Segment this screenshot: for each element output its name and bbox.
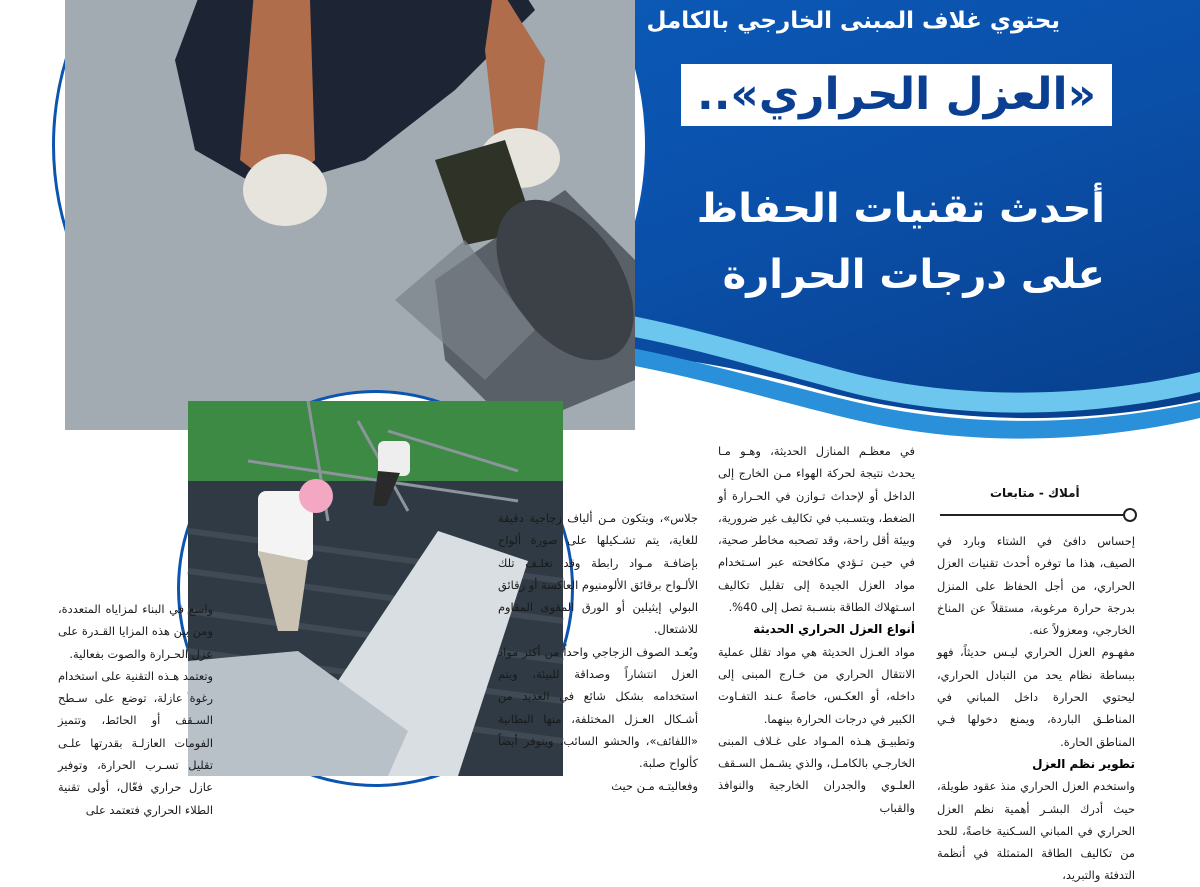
text-column-2	[718, 440, 915, 819]
byline-rule-dot-icon	[1123, 508, 1137, 522]
column-paragraph: جلاس»، ويتكون مـن ألياف زجاجية دقيقة للغاية، يتم تشـكيلها على صورة ألواح بإضافـة مـواد رابطة وقد تغلـف تلك الألـواح برقائق الألومنيوم العاكسة أو رقائق البولي إيثيلين أو الورق المقوى المقاوم للاشتعال.	[498, 511, 698, 637]
article-title: «العزل الحراري»..	[696, 69, 1096, 120]
column-paragraph: واستخدم العزل الحراري منذ عقود طويلة، حيث أدرك البشـر أهمية نظم العزل الحراري في المباني السـكنية خاصةً، للحد من تكاليف الطاقة المتمثلة في أنظمة التدفئة والتبريد،	[937, 779, 1135, 883]
byline-rule	[940, 514, 1130, 516]
column-paragraph: واسع في البناء لمزاياه المتعددة، ومن بين هذه المزايا القـدرة على عزل الحـرارة والصوت بفعالية.	[58, 602, 213, 661]
column-paragraph: وتعتمد هـذه التقنية على استخدام رغوة عازلة، توضع على سـطح السـقف أو الحائط، وتتميز الفومات العازلـة بقدرتها علـى تقليل تسـرب الحرارة، وتوفير عازل حراري فعّال، أولى تقنية الطلاء الحراري فتعتمد على	[58, 668, 213, 817]
column-paragraph: في معظـم المنازل الحديثة، وهـو مـا يحدث نتيجة لحركة الهواء مـن الخارج إلى الداخل أو لإحداث تـوازن في الحـرارة أو الضغط، ويتسـبب في تكاليف غير ضرورية، وبيئة أقل راحة، وقد تصحبه مخاطر صحية، في حيـن تـؤدي مكافحته عبر اسـتخدام مواد العزل الجيدة إلى تقليل تكاليف اسـتهلاك الطاقة بنسـبة تصل إلى 40%.	[718, 444, 915, 615]
column-paragraph: وتطبيـق هـذه المـواد على غـلاف المبنى الخارجـي بالكامـل، والذي يشـمل السـقف العلـوي والجدران الخارجية والنوافذ والقباب	[718, 733, 915, 815]
text-column-3	[498, 507, 698, 797]
text-column-1	[937, 530, 1135, 887]
column-paragraph: إحساس دافئ في الشتاء وبارد في الصيف، هذا ما توفره أحدث تقنيات العزل الحراري، من أجل الحفاظ على المنزل بدرجة حرارة مرغوبة، مستقلاً عن المناخ الخارجي، ومعزولاً عنه.	[937, 534, 1135, 638]
column-paragraph: مفهـوم العزل الحراري ليـس حديثاً، فهو ببساطة نظام يحد من التبادل الحراري، ليحتوي الحرارة داخل المباني في المناطـق الباردة، ويمنع دخولها فـي المناطق الحارة.	[937, 645, 1135, 749]
main-title-box	[681, 64, 1112, 126]
text-column-4	[58, 598, 213, 821]
article-kicker: يحتوي غلاف المبنى الخارجي بالكامل	[646, 8, 1060, 34]
column-paragraph: وفعاليتـه مـن حيث	[611, 778, 698, 793]
byline: أملاك - متابعات	[990, 486, 1080, 500]
worker-rolling-insulation-photo	[55, 0, 645, 440]
section-heading: تطوير نظم العزل	[1032, 756, 1135, 771]
article-subtitle: أحدث تقنيات الحفاظ على درجات الحرارة	[696, 186, 1105, 298]
section-heading: أنواع العزل الحراري الحديثة	[753, 622, 915, 637]
column-paragraph: مواد العـزل الحديثة هي مواد تقلل عملية الانتقال الحراري من خـارج المبنى إلى داخله، أو العكـس، خاصةً عـند التفـاوت الكبير في درجات الحرارة بينهما.	[718, 644, 915, 726]
column-paragraph: ويُعـد الصوف الزجاجي واحداً من أكثر مواد العزل انتشاراً وصداقة للبيئة، ويتم استخدامه بشكل شائع في العديد من أشـكال العـزل المختلفة، منها البطانية «اللفائف»، والحشو السائب، ويتوفر أيضاً كألواح صلبة.	[498, 644, 698, 771]
